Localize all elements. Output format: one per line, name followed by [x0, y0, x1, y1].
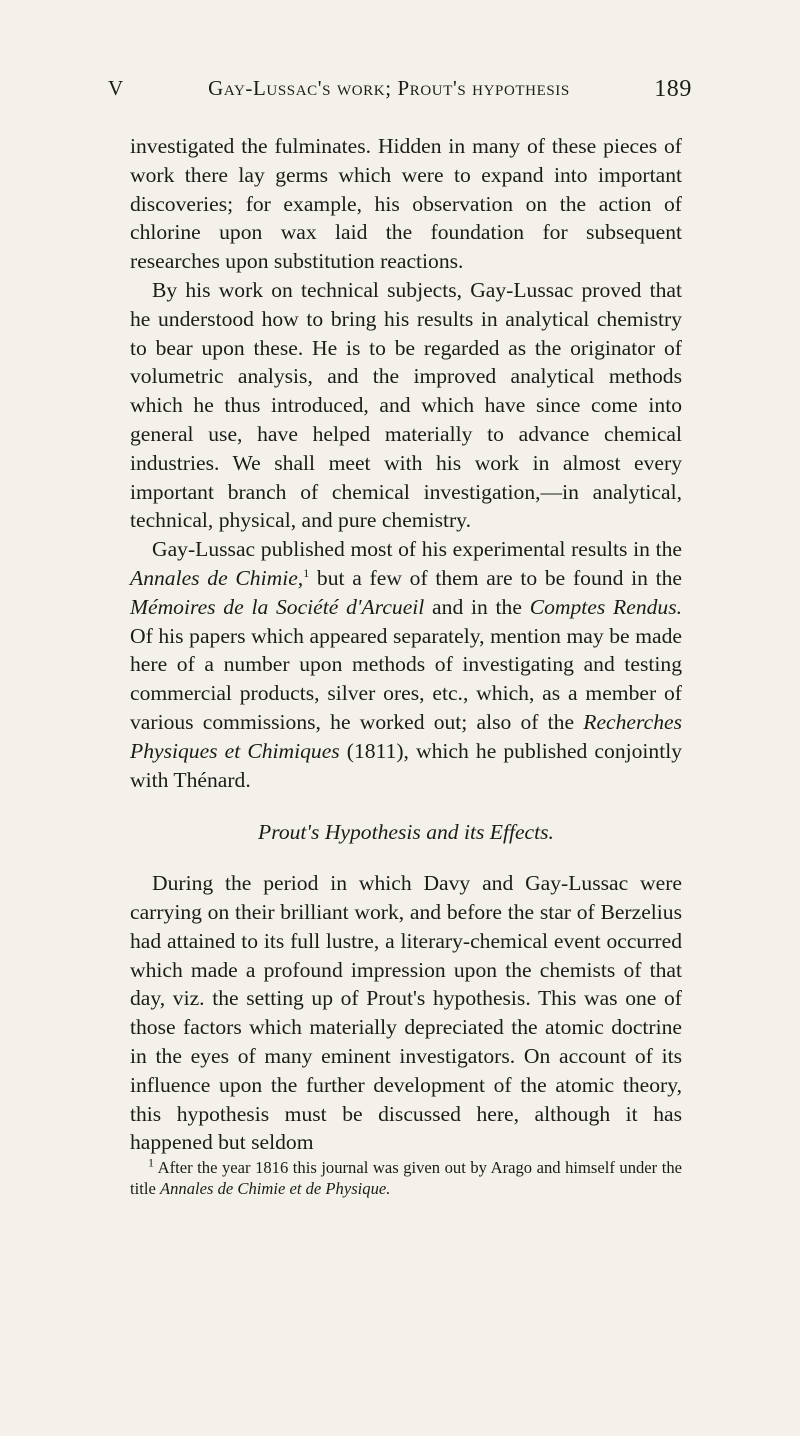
paragraph-3-text-5: (1811), which he published conjointly with Thénard. — [130, 738, 683, 792]
section-heading: Prout's Hypothesis and its Effects. — [258, 820, 554, 845]
paragraph-3-text-3: and in the — [424, 594, 530, 619]
page-number: 189 — [654, 76, 692, 102]
book-title-recherches: Recherches Physiques et Chimiques — [130, 709, 682, 763]
footnote-reference: 1 — [303, 565, 310, 580]
chapter-numeral: V — [108, 76, 124, 100]
paragraph-4: During the period in which Davy and Gay-Lussac were carrying on their brilliant work, and before the star of Berzelius had attained to its full lustre, a literary-chemical event occurred which made a profound impression upon the chemists of that day, viz. the setting up of Prout's hypothesis. This was one of those factors which materially depreciated the atomic doctrine in the eyes of many eminent investigators. On account of its influence upon the further development of the atomic theory, this hypothesis must be discussed here, although it has happened but seldom — [130, 871, 682, 1155]
journal-title-memoires: Mémoires de la Société d'Arcueil — [130, 594, 425, 619]
footnote-journal-title: Annales de Chimie et de Physique. — [159, 1179, 391, 1199]
footnote-text: After the year 1816 this journal was given out by Arago and himself under the title — [130, 1158, 682, 1199]
paragraph-3-text-2: but a few of them are to be found in the — [309, 565, 682, 590]
paragraph-2: By his work on technical subjects, Gay-Lussac proved that he understood how to bring his results in analytical chemistry to bear upon these. He is to be regarded as the originator of volumetric analysis, and the improved analytical methods which he thus introduced, and which have since come into general use, have helped materially to advance chemical industries. We shall meet with his work in almost every important branch of chemical investigation,—in analytical, technical, physical, and pure chemistry. — [130, 277, 682, 533]
footnote-marker: 1 — [148, 1155, 154, 1170]
running-header — [108, 76, 692, 116]
footnote — [130, 1157, 682, 1199]
paragraph-3-text-4: Of his papers which appeared separately, mention may be made here of a number upon methods of investigating and testing commercial products, silver ores, etc., which, as a member of various commissions, he worked out; also of the — [130, 623, 682, 734]
paragraph-3-text-1: Gay-Lussac published most of his experimental results in the — [152, 537, 682, 562]
paragraph-1: investigated the fulminates. Hidden in many of these pieces of work there lay germs which were to expand into important discoveries; for example, his observation on the action of chlorine upon wax laid the foundation for subsequent researches upon substitution reactions. — [130, 134, 682, 274]
paragraph-3 — [130, 535, 682, 794]
journal-title-comptes: Comptes Rendus. — [529, 594, 683, 619]
running-title: Gay-Lussac's work; Prout's hypothesis — [208, 76, 570, 100]
journal-title-annales: Annales de Chimie, — [130, 565, 304, 590]
body-text — [130, 132, 682, 1199]
